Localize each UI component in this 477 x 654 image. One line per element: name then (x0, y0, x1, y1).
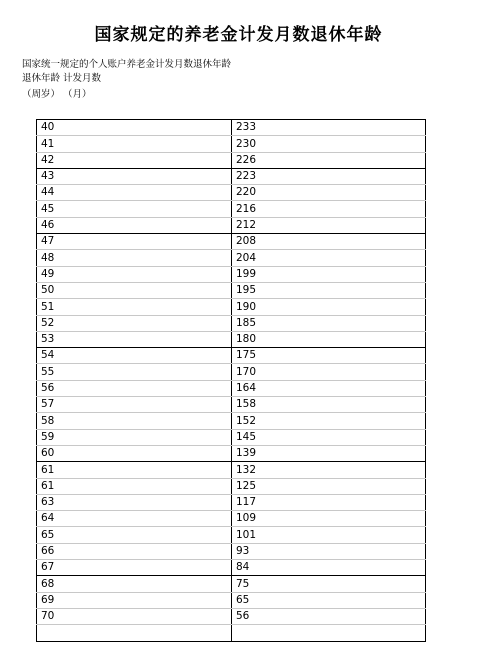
table-row (37, 364, 426, 380)
age-cell: 54 (37, 348, 232, 364)
age-cell: 46 (37, 217, 232, 233)
page-title: 国家规定的养老金计发月数退休年龄 (94, 25, 383, 45)
description-line-1: 国家统一规定的个人账户养老金计发月数退休年龄 (22, 59, 232, 70)
months-cell: 226 (232, 152, 426, 168)
age-cell: 43 (37, 168, 232, 184)
months-cell: 139 (232, 445, 426, 461)
months-cell: 212 (232, 217, 426, 233)
age-cell: 41 (37, 136, 232, 152)
months-cell: 190 (232, 299, 426, 315)
age-cell: 49 (37, 266, 232, 282)
months-cell: 56 (232, 608, 426, 624)
table-row (37, 136, 426, 152)
table-row (37, 560, 426, 576)
retirement-age-table (36, 119, 426, 642)
age-cell: 61 (37, 478, 232, 494)
table-row (37, 429, 426, 445)
age-cell: 45 (37, 201, 232, 217)
months-cell: 170 (232, 364, 426, 380)
table-row (37, 462, 426, 478)
table-row (37, 527, 426, 543)
table-row (37, 445, 426, 461)
months-cell: 204 (232, 250, 426, 266)
months-cell: 180 (232, 331, 426, 347)
age-cell: 56 (37, 380, 232, 396)
age-cell: 47 (37, 234, 232, 250)
age-cell: 61 (37, 462, 232, 478)
months-cell: 101 (232, 527, 426, 543)
description-line-3: （周岁） （月） (22, 89, 92, 100)
age-cell: 59 (37, 429, 232, 445)
age-cell: 40 (37, 120, 232, 136)
months-cell: 216 (232, 201, 426, 217)
table-row (37, 511, 426, 527)
table-row (37, 299, 426, 315)
table-row (37, 250, 426, 266)
months-cell: 152 (232, 413, 426, 429)
table-row (37, 494, 426, 510)
age-cell: 70 (37, 608, 232, 624)
table-row (37, 543, 426, 559)
table-row (37, 152, 426, 168)
table-row (37, 348, 426, 364)
months-cell: 223 (232, 168, 426, 184)
table-row (37, 380, 426, 396)
age-cell: 50 (37, 282, 232, 298)
months-cell: 84 (232, 560, 426, 576)
months-cell: 220 (232, 185, 426, 201)
months-cell: 195 (232, 282, 426, 298)
age-cell: 69 (37, 592, 232, 608)
months-cell (232, 625, 426, 641)
age-cell: 65 (37, 527, 232, 543)
age-cell (37, 625, 232, 641)
age-cell: 63 (37, 494, 232, 510)
months-cell: 164 (232, 380, 426, 396)
age-cell: 42 (37, 152, 232, 168)
months-cell: 233 (232, 120, 426, 136)
table-row (37, 234, 426, 250)
age-cell: 44 (37, 185, 232, 201)
age-cell: 57 (37, 397, 232, 413)
months-cell: 65 (232, 592, 426, 608)
months-cell: 158 (232, 397, 426, 413)
table-row (37, 478, 426, 494)
months-cell: 208 (232, 234, 426, 250)
months-cell: 199 (232, 266, 426, 282)
age-cell: 67 (37, 560, 232, 576)
table-row (37, 608, 426, 624)
age-cell: 52 (37, 315, 232, 331)
table-row (37, 576, 426, 592)
table-row (37, 413, 426, 429)
age-cell: 48 (37, 250, 232, 266)
retirement-age-table-container (36, 119, 426, 642)
months-cell: 185 (232, 315, 426, 331)
description-line-2: 退休年龄 计发月数 (22, 73, 102, 84)
table-row (37, 266, 426, 282)
table-row (37, 625, 426, 641)
table-row (37, 592, 426, 608)
table-row (37, 282, 426, 298)
months-cell: 75 (232, 576, 426, 592)
table-body (37, 120, 426, 642)
months-cell: 117 (232, 494, 426, 510)
age-cell: 53 (37, 331, 232, 347)
table-row (37, 331, 426, 347)
months-cell: 125 (232, 478, 426, 494)
age-cell: 60 (37, 445, 232, 461)
months-cell: 230 (232, 136, 426, 152)
table-row (37, 217, 426, 233)
months-cell: 145 (232, 429, 426, 445)
months-cell: 132 (232, 462, 426, 478)
table-row (37, 120, 426, 136)
age-cell: 64 (37, 511, 232, 527)
months-cell: 175 (232, 348, 426, 364)
age-cell: 55 (37, 364, 232, 380)
months-cell: 93 (232, 543, 426, 559)
age-cell: 58 (37, 413, 232, 429)
table-row (37, 397, 426, 413)
months-cell: 109 (232, 511, 426, 527)
table-row (37, 168, 426, 184)
age-cell: 66 (37, 543, 232, 559)
table-row (37, 201, 426, 217)
age-cell: 51 (37, 299, 232, 315)
table-row (37, 315, 426, 331)
age-cell: 68 (37, 576, 232, 592)
table-row (37, 185, 426, 201)
